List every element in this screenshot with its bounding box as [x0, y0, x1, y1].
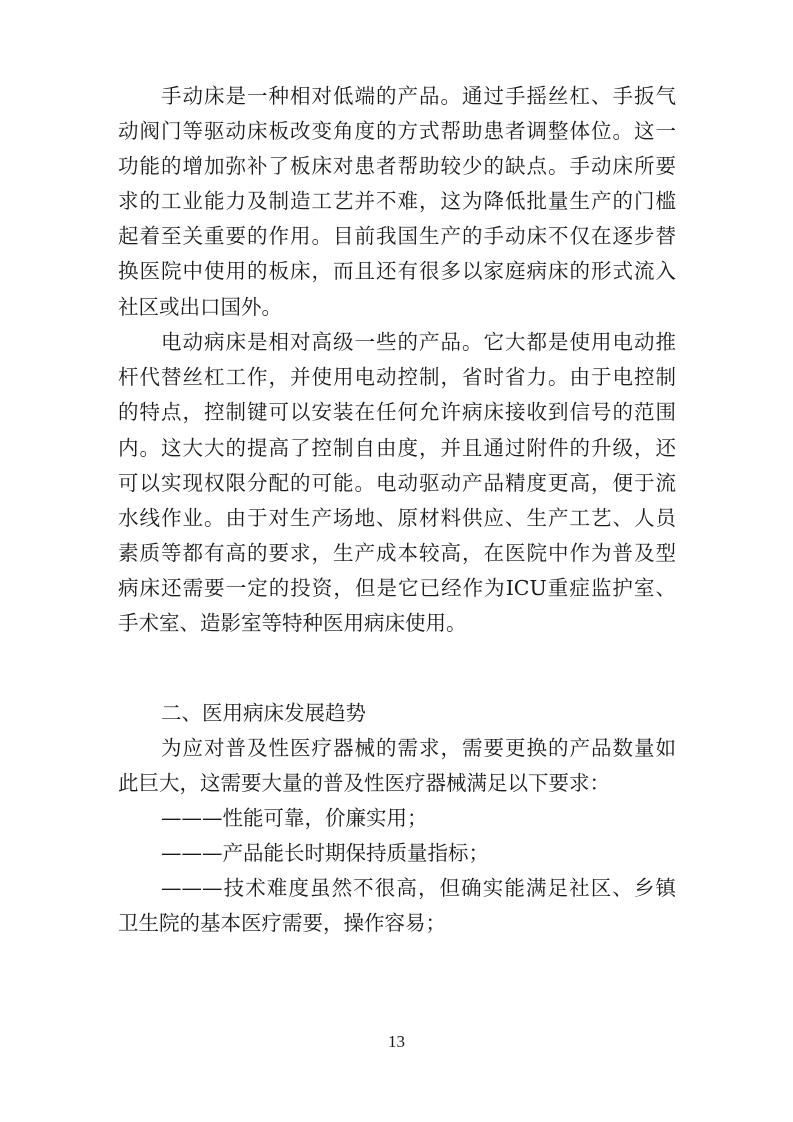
text-line: 求的工业能力及制造工艺并不难，这为降低批量生产的门槛 [118, 189, 676, 213]
text-line: 病床还需要一定的投资，但是它已经作为ICU重症监护室、 [118, 576, 676, 600]
list-item: ———产品能长时期保持质量指标； [161, 841, 489, 865]
list-item: ———性能可靠，价廉实用； [161, 806, 428, 830]
text-line: 换医院中使用的板床，而且还有很多以家庭病床的形式流入 [118, 259, 676, 283]
text-line: 杆代替丝杠工作，并使用电动控制，省时省力。由于电控制 [118, 365, 676, 389]
text-line: 起着至关重要的作用。目前我国生产的手动床不仅在逐步替 [118, 224, 676, 248]
text-line: 卫生院的基本医疗需要，操作容易； [118, 911, 446, 935]
text-line: 内。这大大的提高了控制自由度，并且通过附件的升级，还 [118, 436, 676, 460]
text-line: 功能的增加弥补了板床对患者帮助较少的缺点。手动床所要 [118, 154, 676, 178]
text-line: 素质等都有高的要求，生产成本较高，在医院中作为普及型 [118, 541, 676, 565]
section-heading: 二、医用病床发展趋势 [161, 701, 366, 725]
text-line: 手术室、造影室等特种医用病床使用。 [118, 611, 467, 635]
text-line: 可以实现权限分配的可能。电动驱动产品精度更高，便于流 [118, 471, 676, 495]
text-line: 的特点，控制键可以安装在任何允许病床接收到信号的范围 [118, 400, 676, 424]
text-line: 为应对普及性医疗器械的需求，需要更换的产品数量如 [161, 736, 676, 760]
text-line: 此巨大，这需要大量的普及性医疗器械满足以下要求： [118, 771, 610, 795]
text-line: ———技术难度虽然不很高，但确实能满足社区、乡镇 [161, 876, 676, 900]
text-line: 电动病床是相对高级一些的产品。它大都是使用电动推 [161, 330, 676, 354]
text-line: 社区或出口国外。 [118, 295, 282, 319]
page-number: 13 [388, 1032, 405, 1051]
text-line: 水线作业。由于对生产场地、原材料供应、生产工艺、人员 [118, 506, 676, 530]
text-line: 手动床是一种相对低端的产品。通过手摇丝杠、手扳气 [161, 84, 676, 108]
text-line: 动阀门等驱动床板改变角度的方式帮助患者调整体位。这一 [118, 119, 676, 143]
